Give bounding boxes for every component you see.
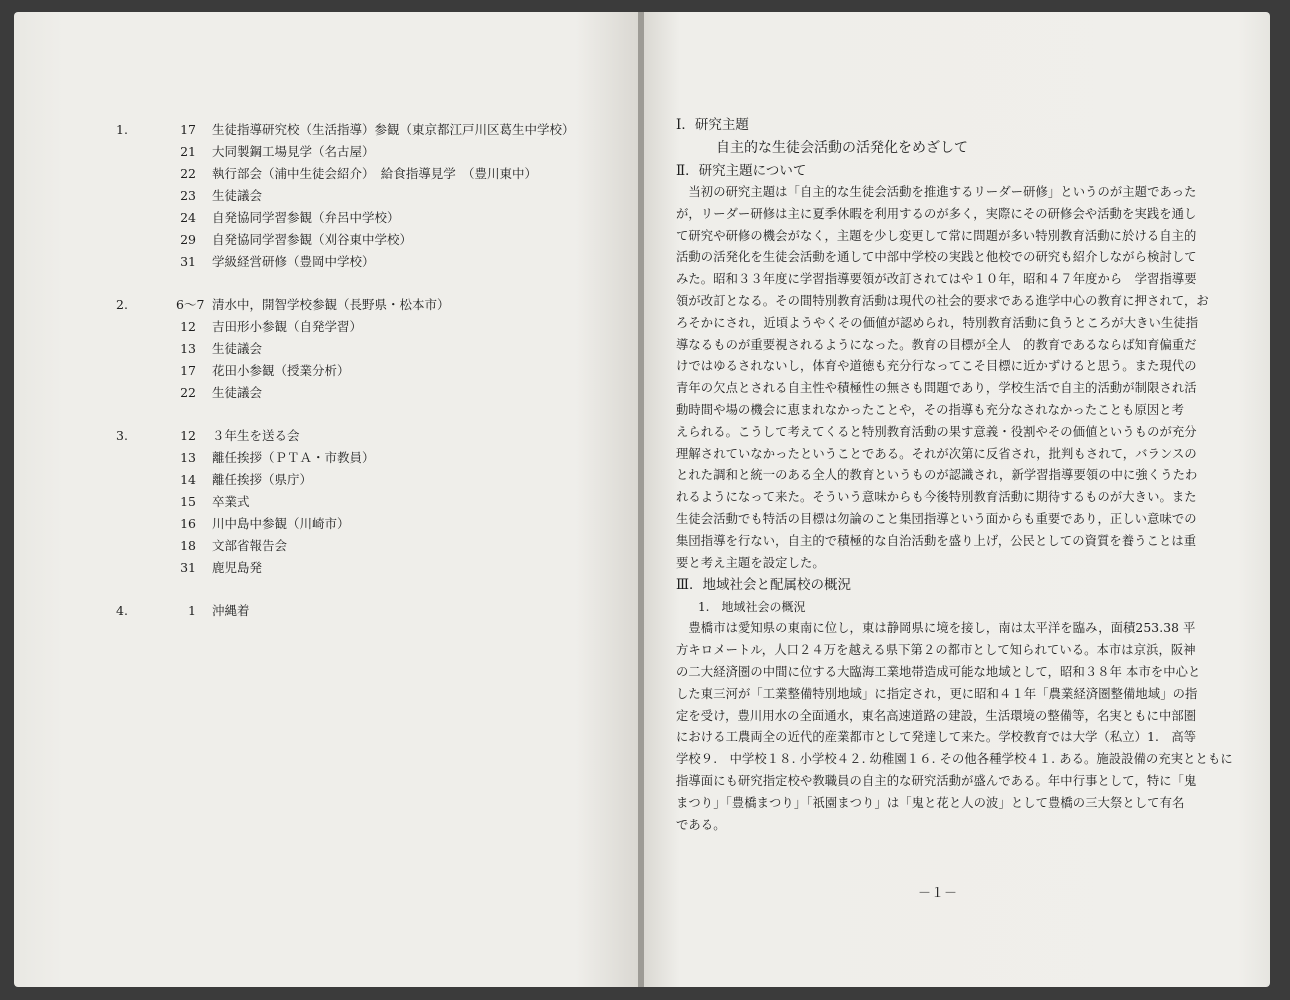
text-line: 指導面にも研究指定校や教職員の自主的な研究活動が盛んである。年中行事として，特に「鬼 [676,773,1197,788]
right-page-content [676,114,1233,836]
schedule-day: 22 [180,384,196,400]
text-line: 動時間や場の機会に恵まれなかったことや，その指導も充分なされなかったことも原因と考 [676,402,1185,417]
schedule-row [116,228,586,250]
schedule-row [116,315,586,337]
text-line: 導なるものが重要視されるようになった。教育の目標が全人 的教育であるならば知育偏重だ [676,337,1197,352]
schedule-row [116,468,586,490]
schedule-day: 14 [180,471,196,487]
schedule-event: 生徒議会 [212,341,263,356]
schedule-row [116,359,586,381]
paragraph-community [676,618,1233,836]
schedule-month: 3. [116,427,128,443]
schedule-event: 学級経営研修（豊岡中学校） [212,254,375,269]
schedule-gap [116,403,586,424]
text-line: ろそかにされ，近頃ようやくその価値が認められ，特別教育活動に負うところが大きい生徒指 [676,315,1199,330]
schedule-row [116,424,586,446]
schedule-row [116,337,586,359]
text-line: 青年の欠点とされる自主性や積極性の無さも問題であり，学校生活で自主的活動が制限され活 [676,381,1197,396]
text-line: れるようになって来た。そういう意味からも今後特別教育活動に期待するものが大きい。また [676,490,1197,505]
schedule-day: 16 [180,515,196,531]
schedule-day: 13 [180,340,196,356]
schedule-day: 15 [180,493,196,509]
schedule-event: 花田小参観（授業分析） [212,363,350,378]
schedule-row [116,206,586,228]
schedule-event: 執行部会（浦中生徒会紹介） 給食指導見学 （豊川東中） [212,166,538,181]
schedule-row [116,599,586,621]
paragraph-theme-explanation [676,182,1209,574]
schedule-row [116,293,586,315]
text-line: みた。昭和３３年度に学習指導要領が改訂されてはや１０年，昭和４７年度から 学習指導要 [676,272,1197,287]
schedule-day: 21 [180,143,196,159]
text-line: まつり」「豊橋まつり」「祇園まつり」は「鬼と花と人の波」として豊橋の三大祭として有名 [676,795,1185,810]
subheading-community: 1. 地域社会の概況 [698,600,806,615]
schedule-row [116,118,586,140]
schedule-event: 清水中，開智学校参観（長野県・松本市） [212,297,450,312]
schedule-day: 24 [180,209,196,225]
text-line: の二大経済圏の中間に位する大臨海工業地帯造成可能な地域として，昭和３８年 本市を中心と [676,664,1201,679]
heading-research-theme: Ⅰ．研究主題 [676,117,749,133]
schedule-event: 生徒議会 [212,385,263,400]
schedule-event: 沖縄着 [212,603,250,618]
schedule-event: 離任挨拶（県庁） [212,472,313,487]
schedule-row [116,534,586,556]
schedule-row [116,490,586,512]
heading-about-theme: Ⅱ．研究主題について [676,163,807,179]
text-line: 生徒会活動でも特活の目標は勿論のこと集団指導という面からも重要であり，正しい意味での [676,511,1197,526]
schedule-list [116,118,586,621]
schedule-row [116,140,586,162]
schedule-event: 生徒議会 [212,188,263,203]
schedule-event: ３年生を送る会 [212,428,300,443]
research-theme-title: 自主的な生徒会活動の活発化をめざして [716,140,968,156]
schedule-row [116,446,586,468]
schedule-day: 12 [180,427,196,443]
schedule-gap [116,578,586,599]
schedule-event: 離任挨拶（ＰＴＡ・市教員） [212,450,375,465]
schedule-event: 大同製鋼工場見学（名古屋） [212,144,375,159]
schedule-day: 22 [180,165,196,181]
schedule-day: 12 [180,318,196,334]
text-line: えられる。こうして考えてくると特別教育活動の果す意義・役割やその価値というものが充分 [676,424,1197,439]
schedule-row [116,512,586,534]
schedule-month: 1. [116,121,128,137]
schedule-event: 自発協同学習参観（弁呂中学校） [212,210,400,225]
text-line: 活動の活発化を生徒会活動を通して中部中学校の実践と他校での研究も紹介しながら検討して [676,250,1197,265]
schedule-row [116,381,586,403]
book-spine [638,12,644,987]
schedule-day: 23 [180,187,196,203]
schedule-event: 川中島中参観（川崎市） [212,516,350,531]
text-line: が，リーダー研修は主に夏季休暇を利用するのが多く，実際にその研修会や活動を実践を通し [676,206,1197,221]
text-line: て研究や研修の機会がなく，主題を少し変更して常に問題が多い特別教育活動に於ける自主的 [676,228,1197,243]
schedule-row [116,184,586,206]
schedule-day: 31 [180,253,196,269]
text-line: とれた調和と統一のある全人的教育というものが認識され，新学習指導要領の中に強くうたわ [676,468,1198,483]
schedule-event: 吉田形小参観（自発学習） [212,319,363,334]
text-line: 豊橋市は愛知県の東南に位し，東は静岡県に境を接し，南は太平洋を臨み，面積253.38 平 [676,621,1196,636]
text-line: 方キロメートル，人口２４万を越える県下第２の都市として知られている。本市は京浜，阪神 [676,643,1196,658]
schedule-gap [116,272,586,293]
text-line: 理解されていなかったということである。それが次第に反省され，批判もされて，バランスの [676,446,1197,461]
schedule-day: 13 [180,449,196,465]
text-line: けではゆるされないし，体育や道徳も充分行なってこそ目標に近かずけると思う。また現代の [676,359,1197,374]
schedule-event: 文部省報告会 [212,538,288,553]
text-line: した東三河が「工業整備特別地域」に指定され，更に昭和４１年「農業経済圏整備地域」の指 [676,686,1198,701]
schedule-day: 17 [180,121,196,137]
text-line: 学校９. 中学校１８. 小学校４２. 幼稚園１６. その他各種学校４１. ある。施設設備の充実とともに [676,752,1233,767]
text-line: 当初の研究主題は「自主的な生徒会活動を推進するリーダー研修」というのが主題であった [676,185,1197,199]
schedule-day: 18 [180,537,196,553]
page-number: －１－ [918,886,958,901]
text-line: 要と考え主題を設定した。 [676,555,825,570]
text-line: 領が改訂となる。その間特別教育活動は現代の社会的要求である進学中心の教育に押されて，お [676,293,1209,308]
schedule-event: 自発協同学習参観（刈谷東中学校） [212,232,413,247]
schedule-event: 生徒指導研究校（生活指導）参観（東京都江戸川区葛生中学校） [212,122,575,137]
schedule-day: 29 [180,231,196,247]
text-line: 集団指導を行ない，自主的で積極的な自治活動を盛り上げ，公民としての資質を養うことは重 [676,533,1197,548]
text-line: 定を受け，豊川用水の全面通水，東名高速道路の建設，生活環境の整備等，名実ともに中部圏 [676,708,1197,723]
schedule-day: 6〜7 [176,297,205,312]
heading-community-overview: Ⅲ．地域社会と配属校の概況 [676,577,852,594]
schedule-row [116,250,586,272]
text-line: である。 [676,817,726,832]
schedule-month: 4. [116,602,128,618]
schedule-row [116,556,586,578]
schedule-day: 1 [188,602,196,618]
schedule-month: 2. [116,296,128,312]
schedule-row [116,162,586,184]
schedule-day: 17 [180,362,196,378]
schedule-day: 31 [180,559,196,575]
schedule-event: 鹿児島発 [212,560,263,575]
schedule-event: 卒業式 [212,494,250,509]
text-line: における工農両全の近代的産業都市として発達して来た。学校教育では大学（私立）1. 高等 [676,730,1197,745]
